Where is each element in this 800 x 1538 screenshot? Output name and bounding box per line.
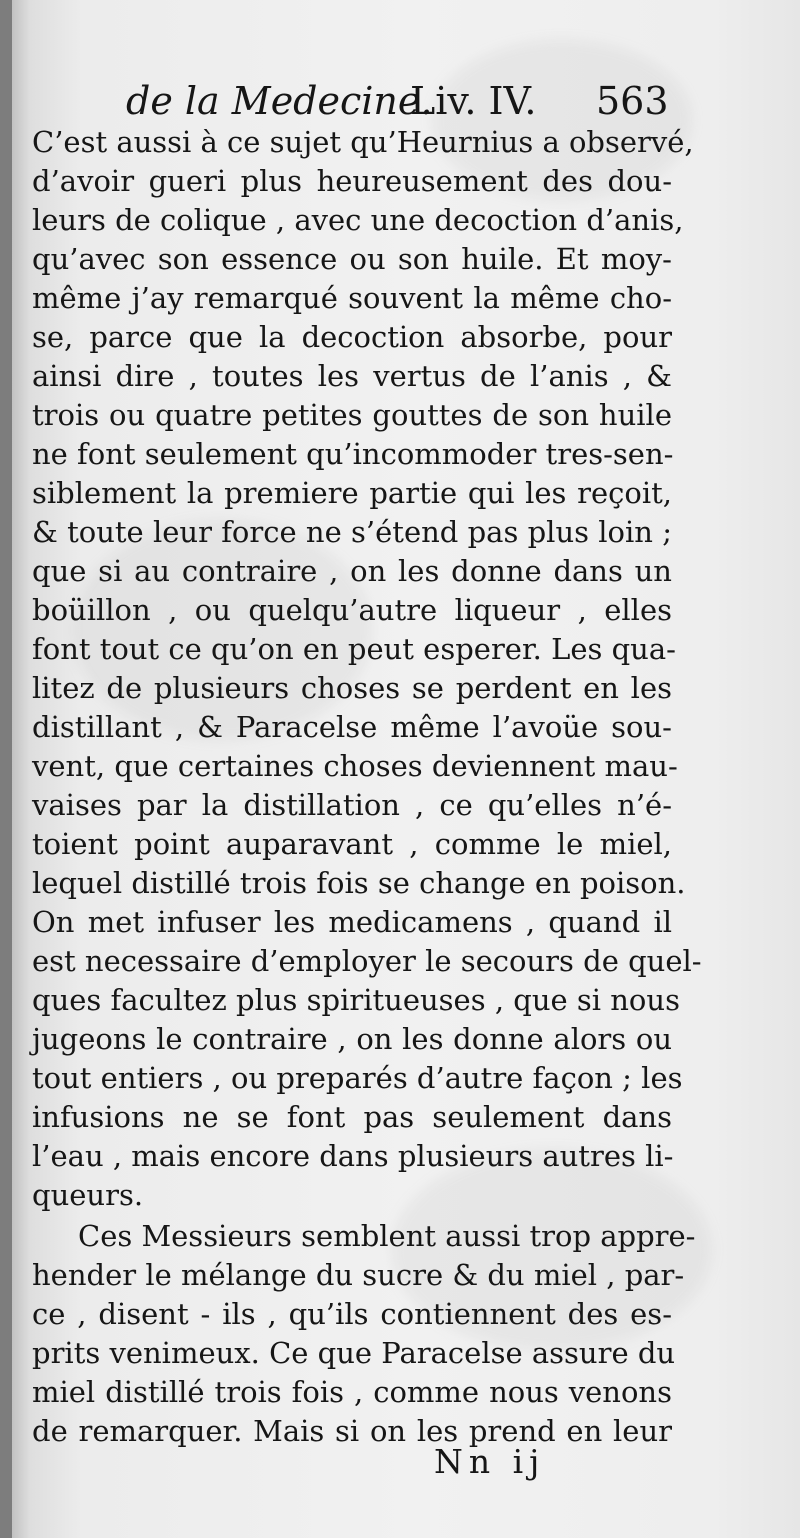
text-line: distillant , & Paracelse même l’avoüe sou- <box>32 710 672 744</box>
text-line: tout entiers , ou preparés d’autre façon ; les <box>32 1061 683 1095</box>
text-line: On met infuser les medicamens , quand il <box>32 905 672 939</box>
text-line: ques facultez plus spiritueuses , que si nous <box>32 983 680 1017</box>
text-line: siblement la premiere partie qui les reçoit, <box>32 476 672 510</box>
text-line: que si au contraire , on les donne dans un <box>32 554 672 588</box>
text-line: hender le mélange du sucre & du miel , par- <box>32 1258 685 1292</box>
text-line: ne font seulement qu’incommoder tres-sen- <box>32 437 674 471</box>
text-line: trois ou quatre petites gouttes de son huile <box>32 398 672 432</box>
text-line: se, parce que la decoction absorbe, pour <box>32 320 672 354</box>
text-line: vaises par la distillation , ce qu’elles n’é- <box>32 788 672 822</box>
text-line: Ces Messieurs semblent aussi trop appre- <box>78 1219 696 1253</box>
signature-mark: Nn ij <box>434 1442 546 1481</box>
text-line: qu’avec son essence ou son huile. Et moy- <box>32 242 672 276</box>
text-line: vent, que certaines choses deviennent mau- <box>32 749 678 783</box>
text-line: & toute leur force ne s’étend pas plus loin ; <box>32 515 672 549</box>
text-line: font tout ce qu’on en peut esperer. Les qua- <box>32 632 676 666</box>
text-line: jugeons le contraire , on les donne alors ou <box>32 1022 672 1056</box>
running-head <box>118 76 780 126</box>
text-line: toient point auparavant , comme le miel, <box>32 827 672 861</box>
text-line: C’est aussi à ce sujet qu’Heurnius a observé, <box>32 125 694 159</box>
text-line: même j’ay remarqué souvent la même cho- <box>32 281 672 315</box>
text-line: boüillon , ou quelqu’autre liqueur , elles <box>32 593 672 627</box>
text-line: d’avoir gueri plus heureusement des dou- <box>32 164 672 198</box>
book-page <box>12 0 800 1538</box>
page-number: 563 <box>596 79 669 123</box>
text-line: queurs. <box>32 1178 144 1212</box>
text-line: ce , disent - ils , qu’ils contiennent des es- <box>32 1297 672 1331</box>
running-head-title: de la Medecine. <box>126 79 433 123</box>
text-line: prits venimeux. Ce que Paracelse assure du <box>32 1336 676 1370</box>
text-line: est necessaire d’employer le secours de quel- <box>32 944 702 978</box>
text-line: infusions ne se font pas seulement dans <box>32 1100 672 1134</box>
text-line: ainsi dire , toutes les vertus de l’anis , & <box>32 359 672 393</box>
running-head-book: Liv. IV. <box>410 79 537 123</box>
text-line: leurs de colique , avec une decoction d’anis, <box>32 203 684 237</box>
text-line: miel distillé trois fois , comme nous venons <box>32 1375 672 1409</box>
text-line: l’eau , mais encore dans plusieurs autres li- <box>32 1139 674 1173</box>
text-line: de remarquer. Mais si on les prend en leur <box>32 1414 672 1448</box>
text-line: lequel distillé trois fois se change en poison. <box>32 866 686 900</box>
text-line: litez de plusieurs choses se perdent en les <box>32 671 672 705</box>
